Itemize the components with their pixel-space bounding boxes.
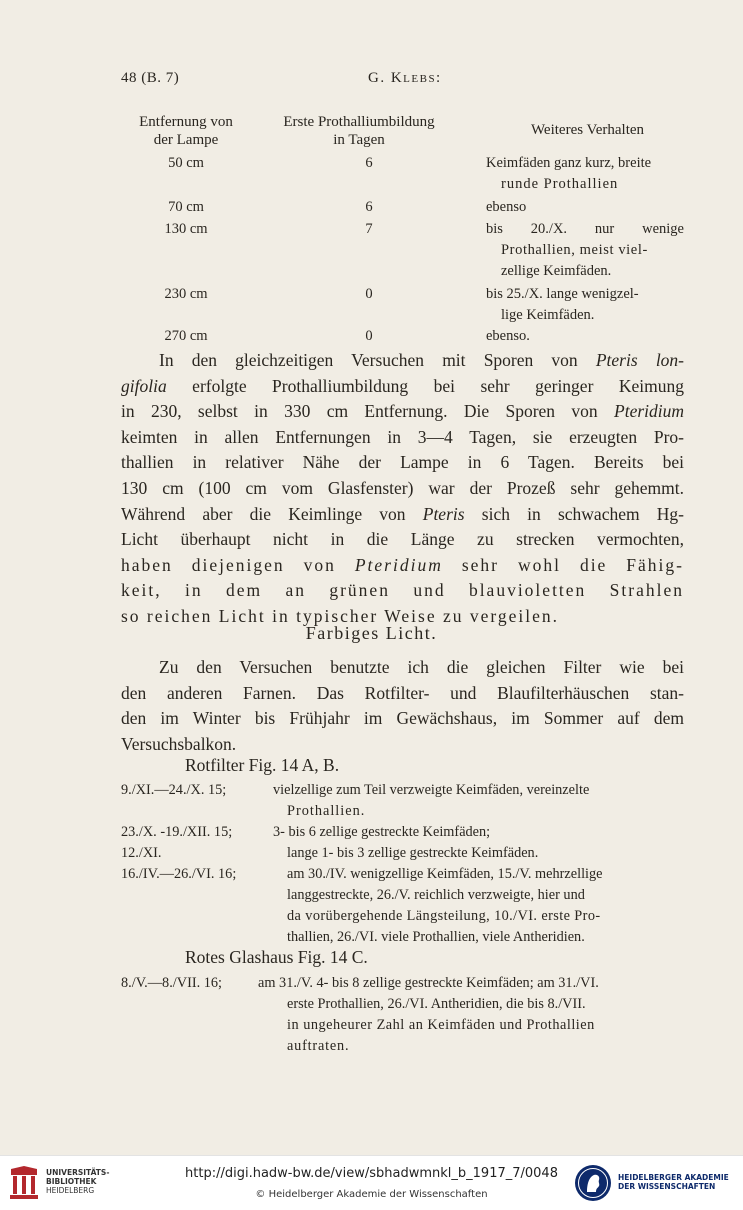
entry-text-line: am 31./V. 4- bis 8 zellige gestreckte Keimfäden; am 31./VI. bbox=[258, 975, 599, 991]
text-span: sehr wohl die Fähig- bbox=[461, 554, 684, 575]
text-line: Licht überhaupt nicht in die Länge zu strecken vermochten, bbox=[121, 529, 684, 550]
species-name: Pteris lon- bbox=[595, 350, 684, 370]
subsection-title-rotfilter: Rotfilter Fig. 14 A, B. bbox=[185, 755, 340, 775]
entry-text-line: lange 1- bis 3 zellige gestreckte Keimfäden. bbox=[287, 845, 539, 861]
table-header-behavior: Weiteres Verhalten bbox=[530, 122, 645, 138]
academy-name-line: DER WISSENSCHAFTEN bbox=[618, 1182, 716, 1191]
academy-name-line: HEIDELBERGER AKADEMIE bbox=[618, 1173, 729, 1182]
table-header-distance bbox=[116, 113, 256, 149]
cell-behavior-line: Prothallien, meist viel- bbox=[501, 242, 648, 258]
text-line: den im Winter bis Frühjahr im Gewächshaus, im Sommer auf dem bbox=[121, 708, 684, 729]
paragraph-pteris bbox=[121, 348, 684, 630]
cell-behavior-line: lige Keimfäden. bbox=[501, 307, 595, 323]
uni-name-line: UNIVERSITÄTS- bbox=[46, 1168, 110, 1177]
cell-days: 0 bbox=[365, 286, 373, 302]
entry-text-line: Prothallien. bbox=[287, 803, 366, 819]
copyright-notice: © Heidelberger Akademie der Wissenschaften bbox=[255, 1189, 488, 1200]
uni-name-line: BIBLIOTHEK bbox=[46, 1177, 97, 1186]
cell-days: 7 bbox=[365, 221, 373, 237]
page-number: 48 (B. 7) bbox=[121, 70, 180, 86]
entry-text-line: auftraten. bbox=[287, 1038, 350, 1054]
entry-text-line: am 30./IV. wenigzellige Keimfäden, 15./V. mehrzellige bbox=[287, 866, 603, 882]
cell-distance: 50 cm bbox=[168, 155, 204, 171]
entry-date: 16./IV.—26./VI. 16; bbox=[121, 866, 237, 882]
text-span: haben diejenigen von bbox=[121, 554, 336, 575]
entry-date: 23./X. -19./XII. 15; bbox=[121, 824, 233, 840]
cell-behavior-line: ebenso. bbox=[486, 328, 530, 344]
text-line: so reichen Licht in typischer Weise zu vergeilen. bbox=[121, 605, 560, 626]
entry-date: 12./XI. bbox=[121, 845, 162, 861]
cell-days: 6 bbox=[365, 155, 373, 171]
entry-text-line: langgestreckte, 26./V. reichlich verzweigte, hier und bbox=[287, 887, 585, 903]
academy-seal-icon bbox=[574, 1164, 612, 1202]
text-line: thallien in relativer Nähe der Lampe in 6 Tagen. Bereits bei bbox=[121, 452, 684, 473]
text-line: Zu den Versuchen benutzte ich die gleichen Filter wie bei bbox=[159, 657, 684, 677]
cell-behavior-line: ebenso bbox=[486, 199, 527, 215]
academy-name bbox=[618, 1173, 729, 1191]
text-line bbox=[121, 348, 684, 374]
text-line bbox=[121, 374, 684, 400]
table-header-days bbox=[258, 113, 460, 149]
running-header-author: G. Klebs: bbox=[368, 70, 442, 86]
viewer-footer bbox=[0, 1155, 743, 1210]
species-name: Pteridium bbox=[354, 554, 443, 575]
table-header-distance-line2: der Lampe bbox=[153, 132, 219, 148]
text-span: in 230, selbst in 330 cm Entfernung. Die Sporen von bbox=[121, 401, 598, 422]
text-line: Versuchsbalkon. bbox=[121, 733, 237, 754]
table-header-days-line2: in Tagen bbox=[333, 132, 385, 148]
text-span: erfolgte Prothalliumbildung bei sehr geringer Keimung bbox=[192, 375, 684, 396]
entry-date: 9./XI.—24./X. 15; bbox=[121, 782, 227, 798]
text-span: sich in schwachem Hg- bbox=[481, 503, 684, 524]
entry-text-line: vielzellige zum Teil verzweigte Keimfäden, vereinzelte bbox=[273, 782, 590, 798]
cell-behavior-line: Keimfäden ganz kurz, breite bbox=[486, 155, 652, 171]
table-header-days-line1: Erste Prothalliumbildung bbox=[283, 114, 435, 130]
paragraph-filters bbox=[121, 655, 684, 757]
cell-days: 0 bbox=[365, 328, 373, 344]
entry-text-line: da vorübergehende Längsteilung, 10./VI. erste Pro- bbox=[287, 908, 601, 924]
text-span: Während aber die Keimlinge von bbox=[121, 503, 406, 524]
cell-distance: 70 cm bbox=[168, 199, 204, 215]
entry-text-line: in ungeheurer Zahl an Keimfäden und Prothallien bbox=[287, 1017, 595, 1033]
text-line bbox=[121, 502, 684, 528]
cell-behavior-line: bis 20./X. nur wenige bbox=[486, 221, 684, 237]
entry-text-line: erste Prothallien, 26./VI. Antheridien, die bis 8./VII. bbox=[287, 996, 586, 1012]
section-title: Farbiges Licht. bbox=[305, 623, 438, 643]
text-span: In den gleichzeitigen Versuchen mit Sporen von bbox=[159, 350, 578, 370]
species-name: Pteris bbox=[422, 503, 465, 524]
cell-behavior-line: zellige Keimfäden. bbox=[501, 263, 612, 279]
entry-text-line: thallien, 26./VI. viele Prothallien, viele Antheridien. bbox=[287, 929, 585, 945]
text-line: keit, in dem an grünen und blauvioletten Strahlen bbox=[121, 580, 684, 601]
cell-days: 6 bbox=[365, 199, 373, 215]
subsection-title-rotes-glashaus: Rotes Glashaus Fig. 14 C. bbox=[185, 947, 368, 967]
text-line: 130 cm (100 cm vom Glasfenster) war der Prozeß sehr gehemmt. bbox=[121, 477, 684, 498]
text-line: den anderen Farnen. Das Rotfilter- und Blaufilterhäuschen stan- bbox=[121, 682, 684, 703]
cell-behavior-line: bis 25./X. lange wenigzel- bbox=[486, 286, 639, 302]
table-header-distance-line1: Entfernung von bbox=[139, 114, 233, 130]
species-name: Pteridium bbox=[614, 401, 684, 422]
text-line bbox=[121, 399, 684, 425]
cell-distance: 230 cm bbox=[164, 286, 208, 302]
cell-distance: 130 cm bbox=[164, 221, 208, 237]
entry-date: 8./V.—8./VII. 16; bbox=[121, 975, 223, 991]
text-line bbox=[121, 553, 684, 579]
cell-distance: 270 cm bbox=[164, 328, 208, 344]
entry-text-line: 3- bis 6 zellige gestreckte Keimfäden; bbox=[273, 824, 491, 840]
text-line: keimten in allen Entfernungen in 3—4 Tagen, sie erzeugten Pro- bbox=[121, 426, 684, 447]
uni-name-line: HEIDELBERG bbox=[46, 1186, 95, 1195]
species-name: gifolia bbox=[121, 375, 167, 396]
permalink-url[interactable]: http://digi.hadw-bw.de/view/sbhadwmnkl_b_1917_7/0048 bbox=[185, 1166, 558, 1181]
cell-behavior-line: runde Prothallien bbox=[501, 176, 619, 192]
